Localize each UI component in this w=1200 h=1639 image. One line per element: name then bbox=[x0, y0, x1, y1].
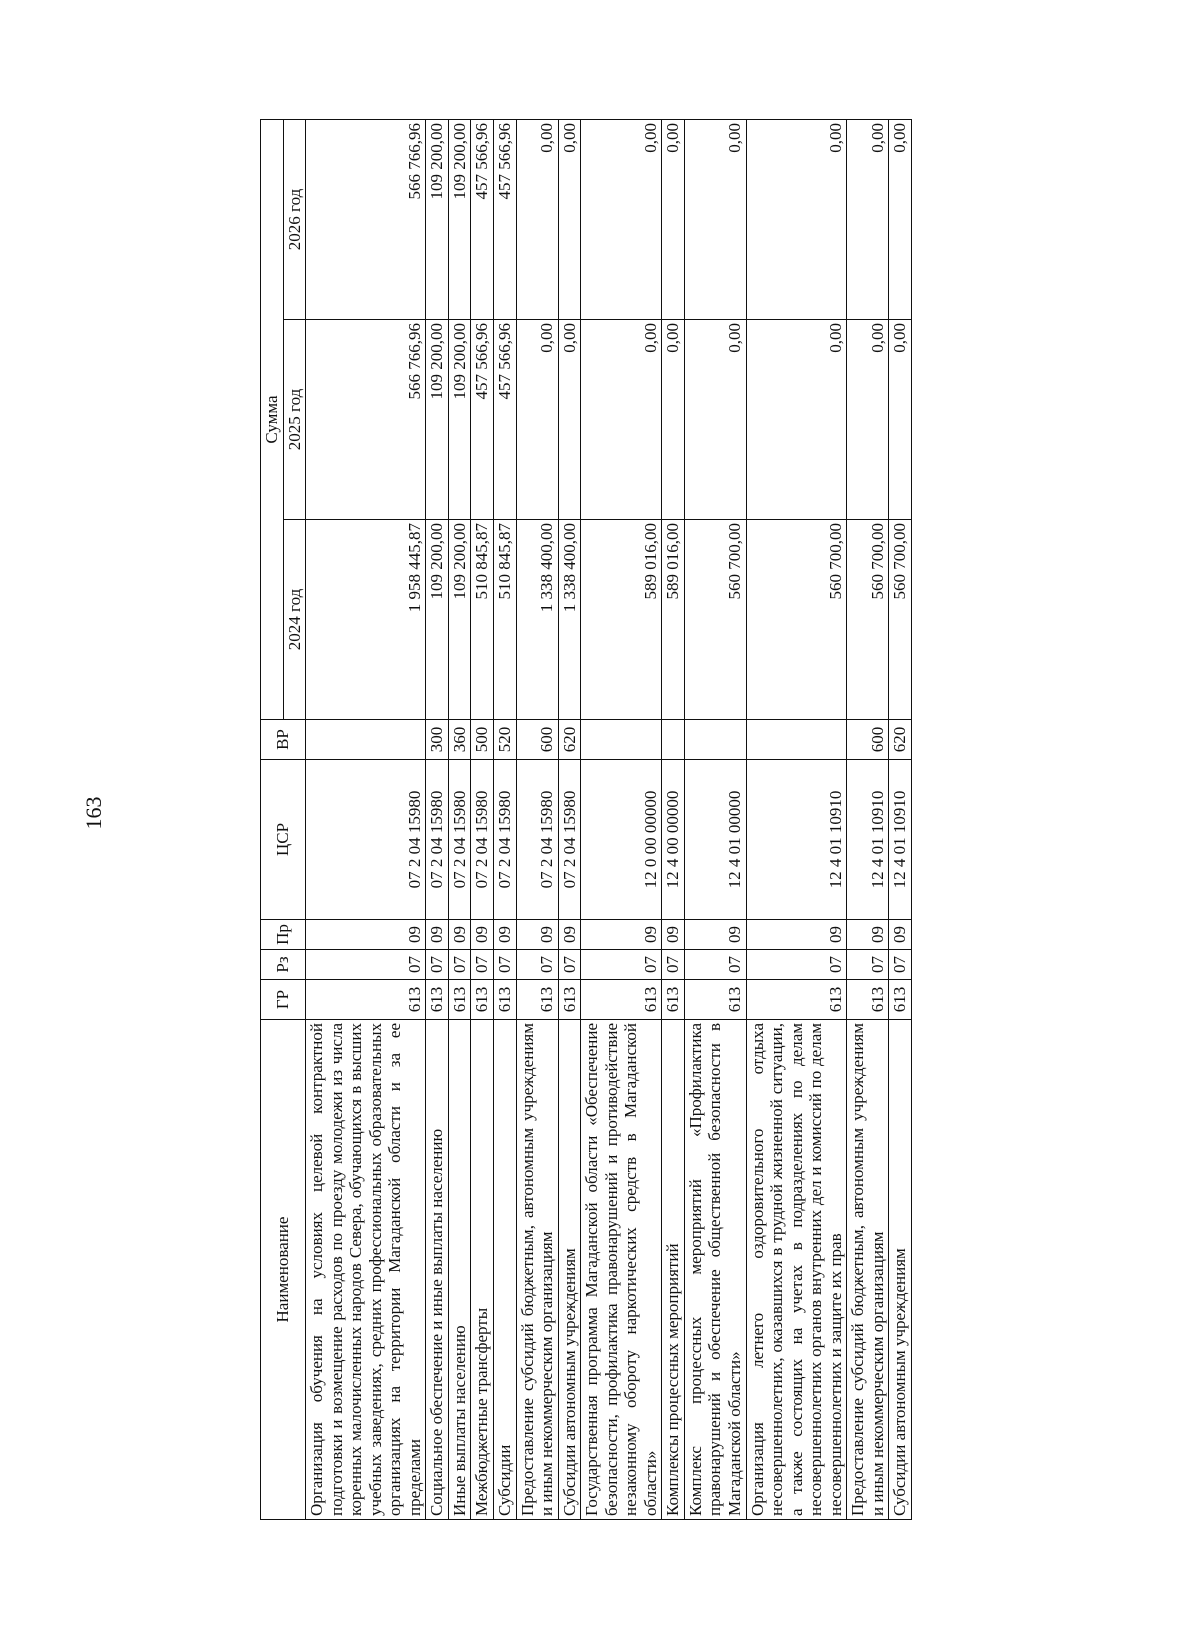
row-rz: 07 bbox=[746, 950, 847, 980]
row-pr: 09 bbox=[847, 920, 889, 950]
row-vr: 620 bbox=[558, 720, 581, 760]
row-sum-2024: 109 200,00 bbox=[448, 520, 471, 720]
row-sum-2024: 510 845,87 bbox=[471, 520, 494, 720]
row-vr: 520 bbox=[494, 720, 517, 760]
row-gr: 613 bbox=[684, 980, 746, 1020]
row-name: Организация летнего оздоровительного отдыха несовершеннолетних, оказавшихся в трудной жизненной ситуации, а также состоящих на учетах в подразделениях по делам несовершеннолетних органов внутренних дел и комиссий по делам несовершеннолетних и защите их прав bbox=[746, 1020, 847, 1520]
row-rz: 07 bbox=[471, 950, 494, 980]
header-rz: Рз bbox=[261, 950, 306, 980]
row-vr: 300 bbox=[426, 720, 449, 760]
row-pr: 09 bbox=[684, 920, 746, 950]
row-pr: 09 bbox=[306, 920, 426, 950]
row-sum-2024: 560 700,00 bbox=[847, 520, 889, 720]
row-sum-2024: 560 700,00 bbox=[684, 520, 746, 720]
row-sum-2026: 0,00 bbox=[746, 119, 847, 319]
header-year-2025: 2025 год bbox=[283, 320, 306, 520]
row-gr: 613 bbox=[889, 980, 912, 1020]
row-vr: 360 bbox=[448, 720, 471, 760]
row-vr: 500 bbox=[471, 720, 494, 760]
row-rz: 07 bbox=[494, 950, 517, 980]
row-name: Комплексы процессных мероприятий bbox=[662, 1020, 685, 1520]
row-gr: 613 bbox=[746, 980, 847, 1020]
header-vr: ВР bbox=[261, 720, 306, 760]
table-row bbox=[662, 119, 685, 1519]
row-rz: 07 bbox=[847, 950, 889, 980]
row-sum-2024: 1 958 445,87 bbox=[306, 520, 426, 720]
row-csr: 07 2 04 15980 bbox=[558, 760, 581, 920]
row-sum-2026: 109 200,00 bbox=[448, 119, 471, 319]
row-csr: 07 2 04 15980 bbox=[448, 760, 471, 920]
row-rz: 07 bbox=[889, 950, 912, 980]
row-pr: 09 bbox=[426, 920, 449, 950]
row-sum-2025: 0,00 bbox=[581, 320, 662, 520]
row-sum-2025: 0,00 bbox=[684, 320, 746, 520]
row-pr: 09 bbox=[471, 920, 494, 950]
row-sum-2025: 0,00 bbox=[662, 320, 685, 520]
row-sum-2026: 0,00 bbox=[889, 119, 912, 319]
row-pr: 09 bbox=[581, 920, 662, 950]
row-pr: 09 bbox=[558, 920, 581, 950]
row-vr bbox=[306, 720, 426, 760]
row-sum-2024: 510 845,87 bbox=[494, 520, 517, 720]
row-sum-2025: 0,00 bbox=[558, 320, 581, 520]
row-csr: 12 4 01 00000 bbox=[684, 760, 746, 920]
row-rz: 07 bbox=[558, 950, 581, 980]
header-gr: ГР bbox=[261, 980, 306, 1020]
row-vr bbox=[662, 720, 685, 760]
table-body bbox=[306, 119, 912, 1519]
row-rz: 07 bbox=[306, 950, 426, 980]
row-name: Комплекс процессных мероприятий «Профилактика правонарушений и обеспечение общественной безопасности в Магаданской области» bbox=[684, 1020, 746, 1520]
row-gr: 613 bbox=[426, 980, 449, 1020]
row-gr: 613 bbox=[471, 980, 494, 1020]
table-row bbox=[746, 119, 847, 1519]
row-csr: 12 0 00 00000 bbox=[581, 760, 662, 920]
row-pr: 09 bbox=[746, 920, 847, 950]
table-row bbox=[448, 119, 471, 1519]
row-rz: 07 bbox=[662, 950, 685, 980]
row-sum-2024: 589 016,00 bbox=[581, 520, 662, 720]
row-sum-2026: 109 200,00 bbox=[426, 119, 449, 319]
header-pr: Пр bbox=[261, 920, 306, 950]
table-row bbox=[581, 119, 662, 1519]
row-rz: 07 bbox=[684, 950, 746, 980]
row-gr: 613 bbox=[581, 980, 662, 1020]
row-sum-2025: 109 200,00 bbox=[426, 320, 449, 520]
row-vr bbox=[684, 720, 746, 760]
row-rz: 07 bbox=[581, 950, 662, 980]
row-sum-2026: 0,00 bbox=[558, 119, 581, 319]
row-sum-2024: 1 338 400,00 bbox=[558, 520, 581, 720]
row-rz: 07 bbox=[516, 950, 558, 980]
table-row bbox=[306, 119, 426, 1519]
table-row bbox=[684, 119, 746, 1519]
row-name: Предоставление субсидий бюджетным, автономным учреждениям и иным некоммерческим организациям bbox=[847, 1020, 889, 1520]
header-year-2026: 2026 год bbox=[283, 119, 306, 319]
header-name: Наименование bbox=[261, 1020, 306, 1520]
row-name: Субсидии bbox=[494, 1020, 517, 1520]
row-sum-2025: 566 766,96 bbox=[306, 320, 426, 520]
row-sum-2026: 0,00 bbox=[516, 119, 558, 319]
header-year-2024: 2024 год bbox=[283, 520, 306, 720]
row-rz: 07 bbox=[426, 950, 449, 980]
row-name: Социальное обеспечение и иные выплаты населению bbox=[426, 1020, 449, 1520]
row-sum-2024: 589 016,00 bbox=[662, 520, 685, 720]
table-header bbox=[261, 119, 306, 1519]
table-row bbox=[471, 119, 494, 1519]
row-sum-2025: 0,00 bbox=[746, 320, 847, 520]
row-sum-2025: 457 566,96 bbox=[494, 320, 517, 520]
row-name: Государственная программа Магаданской области «Обеспечение безопасности, профилактика правонарушений и противодействие незаконному обороту наркотических средств в Магаданской области» bbox=[581, 1020, 662, 1520]
row-vr: 620 bbox=[889, 720, 912, 760]
row-csr: 07 2 04 15980 bbox=[306, 760, 426, 920]
row-gr: 613 bbox=[448, 980, 471, 1020]
row-sum-2026: 457 566,96 bbox=[494, 119, 517, 319]
row-name: Организация обучения на условиях целевой контрактной подготовки и возмещение расходов по проезду молодежи из числа коренных малочисленных народов Севера, обучающихся в высших учебных заведениях, средних профессиональных образовательных организациях на территории Магаданской области и за ее пределами bbox=[306, 1020, 426, 1520]
row-vr: 600 bbox=[516, 720, 558, 760]
table-row bbox=[494, 119, 517, 1519]
page-number: 163 bbox=[81, 796, 106, 830]
table-row bbox=[558, 119, 581, 1519]
row-sum-2026: 0,00 bbox=[662, 119, 685, 319]
row-csr: 07 2 04 15980 bbox=[516, 760, 558, 920]
header-csr: ЦСР bbox=[261, 760, 306, 920]
row-sum-2025: 0,00 bbox=[889, 320, 912, 520]
row-gr: 613 bbox=[558, 980, 581, 1020]
row-sum-2025: 457 566,96 bbox=[471, 320, 494, 520]
row-vr bbox=[581, 720, 662, 760]
row-csr: 12 4 01 10910 bbox=[847, 760, 889, 920]
row-pr: 09 bbox=[889, 920, 912, 950]
table-row bbox=[516, 119, 558, 1519]
row-csr: 12 4 01 10910 bbox=[746, 760, 847, 920]
row-pr: 09 bbox=[494, 920, 517, 950]
row-sum-2024: 560 700,00 bbox=[746, 520, 847, 720]
row-name: Предоставление субсидий бюджетным, автономным учреждениям и иным некоммерческим организациям bbox=[516, 1020, 558, 1520]
row-pr: 09 bbox=[448, 920, 471, 950]
row-sum-2024: 109 200,00 bbox=[426, 520, 449, 720]
row-sum-2025: 109 200,00 bbox=[448, 320, 471, 520]
budget-table bbox=[260, 119, 912, 1520]
row-gr: 613 bbox=[494, 980, 517, 1020]
row-sum-2024: 560 700,00 bbox=[889, 520, 912, 720]
row-sum-2026: 0,00 bbox=[847, 119, 889, 319]
row-sum-2026: 457 566,96 bbox=[471, 119, 494, 319]
row-gr: 613 bbox=[306, 980, 426, 1020]
row-gr: 613 bbox=[662, 980, 685, 1020]
rotated-table-wrapper bbox=[260, 120, 1140, 1520]
row-sum-2026: 566 766,96 bbox=[306, 119, 426, 319]
row-sum-2024: 1 338 400,00 bbox=[516, 520, 558, 720]
row-sum-2025: 0,00 bbox=[847, 320, 889, 520]
row-name: Субсидии автономным учреждениям bbox=[558, 1020, 581, 1520]
row-pr: 09 bbox=[516, 920, 558, 950]
row-name: Иные выплаты населению bbox=[448, 1020, 471, 1520]
table-row bbox=[426, 119, 449, 1519]
table-row bbox=[889, 119, 912, 1519]
row-csr: 12 4 00 00000 bbox=[662, 760, 685, 920]
row-csr: 07 2 04 15980 bbox=[471, 760, 494, 920]
row-gr: 613 bbox=[516, 980, 558, 1020]
row-csr: 07 2 04 15980 bbox=[426, 760, 449, 920]
row-sum-2026: 0,00 bbox=[581, 119, 662, 319]
row-vr: 600 bbox=[847, 720, 889, 760]
row-sum-2026: 0,00 bbox=[684, 119, 746, 319]
row-pr: 09 bbox=[662, 920, 685, 950]
row-gr: 613 bbox=[847, 980, 889, 1020]
row-name: Субсидии автономным учреждениям bbox=[889, 1020, 912, 1520]
row-csr: 12 4 01 10910 bbox=[889, 760, 912, 920]
row-sum-2025: 0,00 bbox=[516, 320, 558, 520]
row-name: Межбюджетные трансферты bbox=[471, 1020, 494, 1520]
row-csr: 07 2 04 15980 bbox=[494, 760, 517, 920]
row-vr bbox=[746, 720, 847, 760]
header-sum: Сумма bbox=[261, 119, 284, 719]
table-row bbox=[847, 119, 889, 1519]
row-rz: 07 bbox=[448, 950, 471, 980]
